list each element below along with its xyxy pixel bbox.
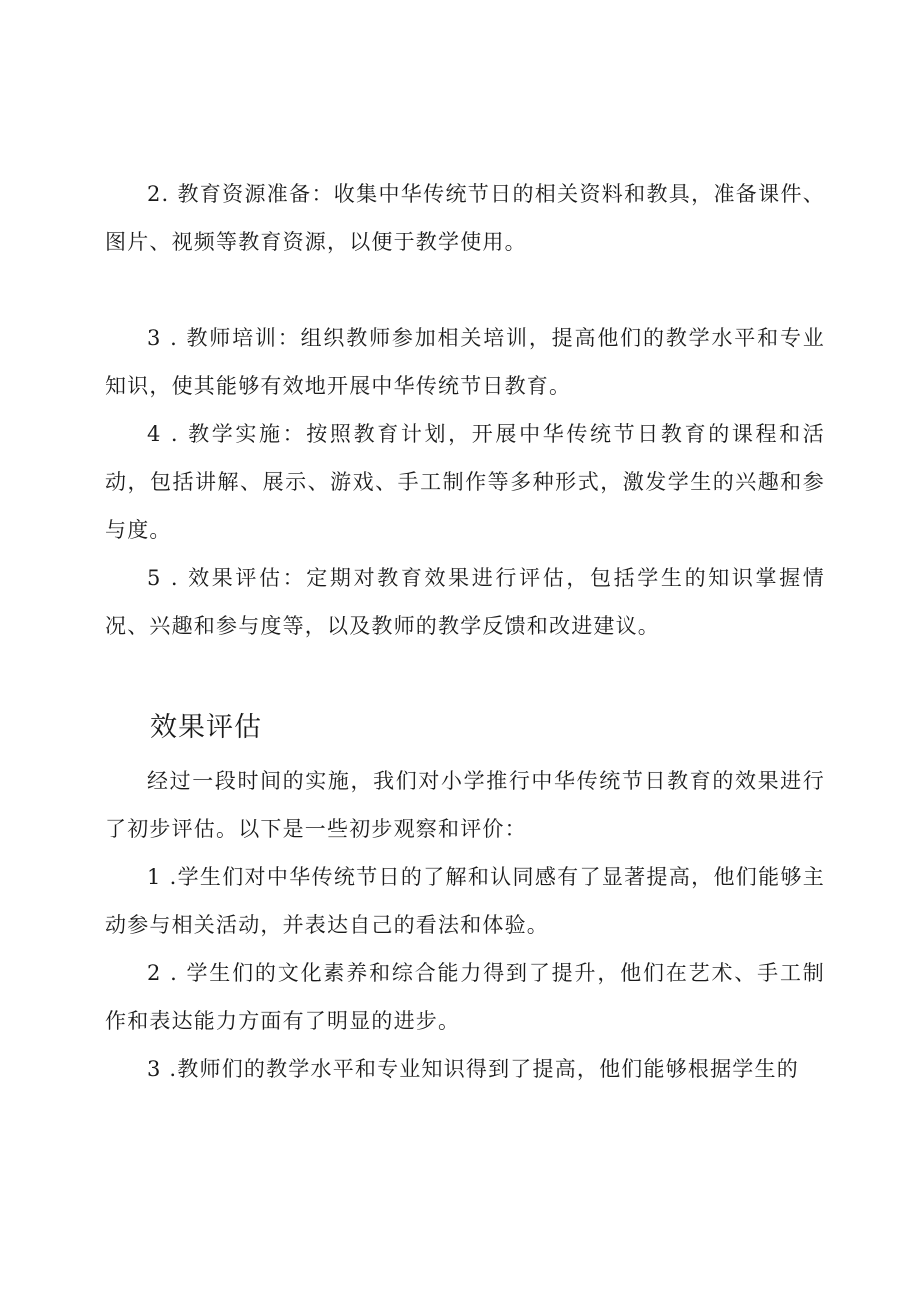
paragraph-evaluation-intro: 经过一段时间的实施，我们对小学推行中华传统节日教育的效果进行了初步评估。以下是一些初步观察和评价： (105, 769, 825, 841)
paragraph-teaching-implementation: 4 . 教学实施：按照教育计划，开展中华传统节日教育的课程和活动，包括讲解、展示、游戏、手工制作等多种形式，激发学生的兴趣和参与度。 (105, 422, 825, 542)
paragraph-resource-preparation: 2. 教育资源准备：收集中华传统节日的相关资料和教具，准备课件、图片、视频等教育资源，以便于教学使用。 (105, 182, 825, 254)
paragraph-observation-3: 3 .教师们的教学水平和专业知识得到了提高，他们能够根据学生的 (147, 1057, 799, 1081)
paragraph-effect-evaluation-item: 5 . 效果评估：定期对教育效果进行评估，包括学生的知识掌握情况、兴趣和参与度等，以及教师的教学反馈和改进建议。 (105, 566, 825, 638)
paragraph-observation-1: 1 .学生们对中华传统节日的了解和认同感有了显著提高，他们能够主动参与相关活动，并表达自己的看法和体验。 (105, 865, 825, 937)
paragraph-observation-2: 2 . 学生们的文化素养和综合能力得到了提升，他们在艺术、手工制作和表达能力方面有了明显的进步。 (105, 961, 825, 1033)
section-heading: 效果评估 (150, 712, 262, 743)
paragraph-teacher-training: 3 . 教师培训：组织教师参加相关培训，提高他们的教学水平和专业知识，使其能够有效地开展中华传统节日教育。 (105, 326, 825, 398)
